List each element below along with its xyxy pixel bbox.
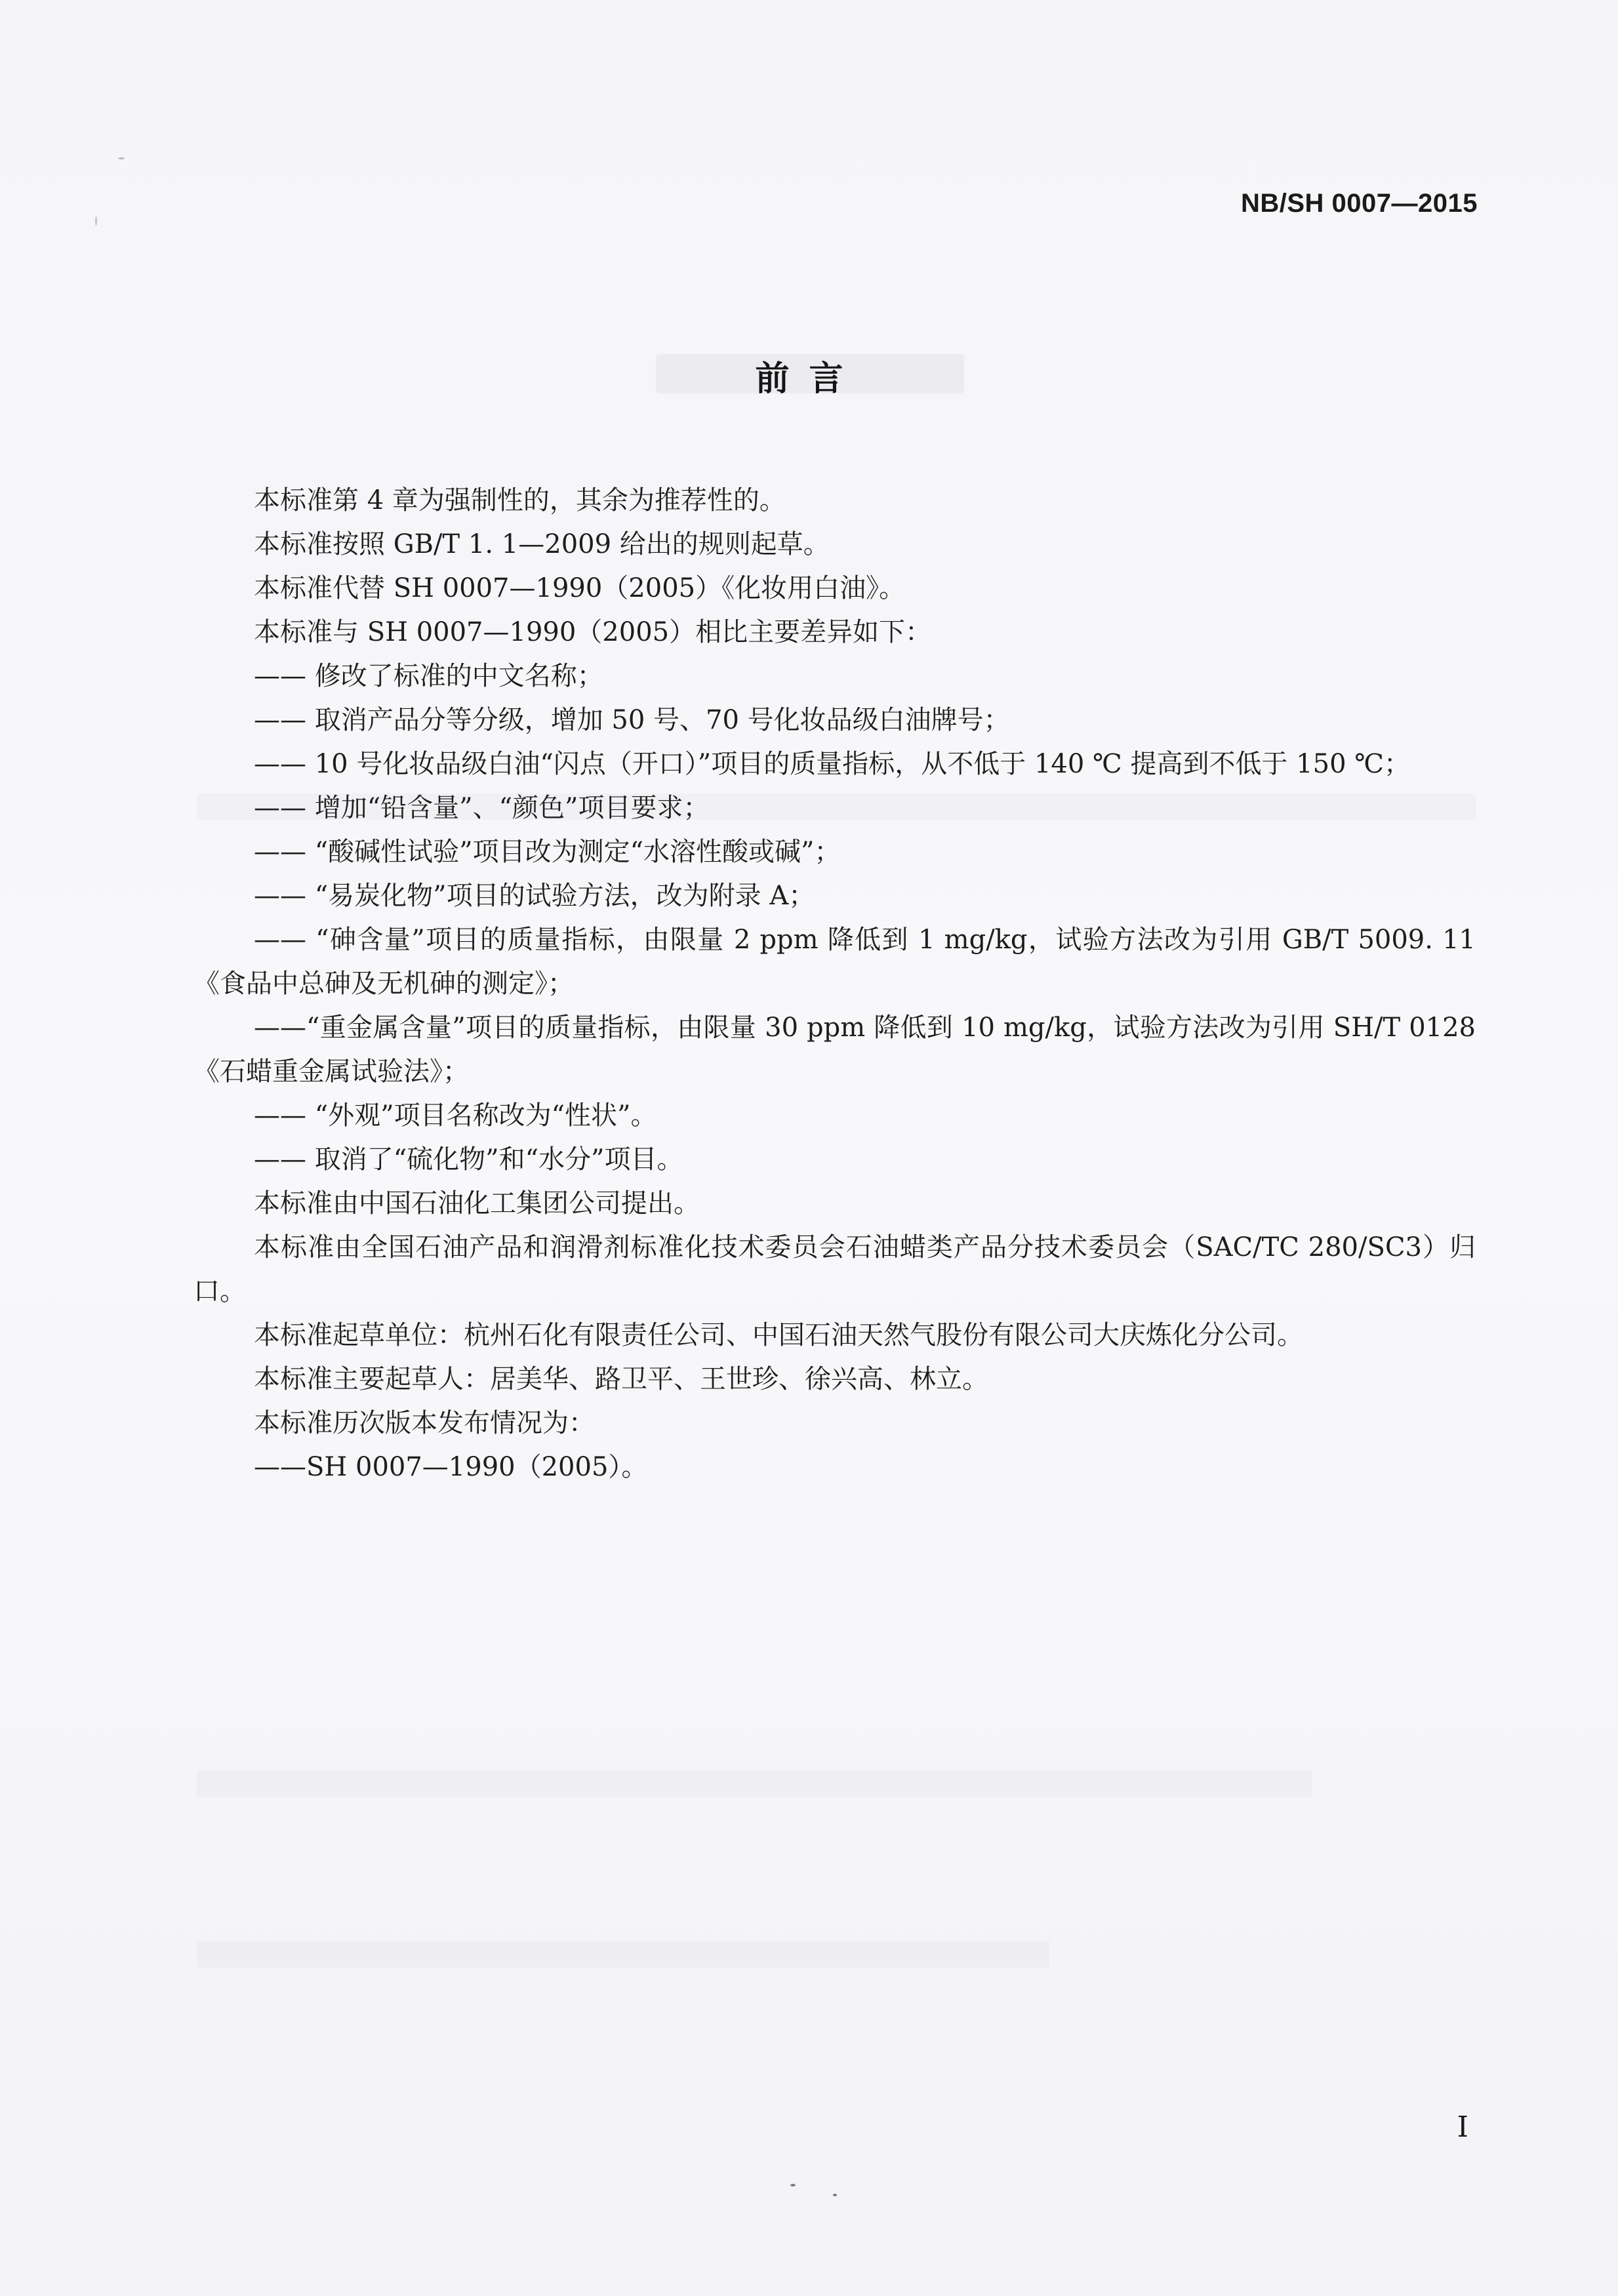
list-item: —— 增加“铅含量”、“颜色”项目要求； [254, 793, 710, 823]
paragraph: 本标准起草单位：杭州石化有限责任公司、中国石油天然气股份有限公司大庆炼化分公司。 [254, 1320, 1303, 1350]
foreword-body [193, 479, 1476, 1489]
bleed-through-shadow [197, 1941, 1049, 1967]
list-item: —— 取消了“硫化物”和“水分”项目。 [254, 1144, 683, 1175]
list-item: —— “砷含量”项目的质量指标，由限量 2 ppm 降低到 1 mg/kg，试验方法改为引用 GB/T 5009. 11《食品中总砷及无机砷的测定》； [193, 925, 1476, 999]
page-number: I [1457, 2110, 1468, 2144]
list-item: —— “外观”项目名称改为“性状”。 [254, 1100, 657, 1131]
list-item: —— 取消产品分等分级，增加 50 号、70 号化妆品级白油牌号； [254, 705, 1010, 735]
list-item: —— “酸碱性试验”项目改为测定“水溶性酸或碱”； [254, 837, 841, 867]
paragraph: 本标准第 4 章为强制性的，其余为推荐性的。 [254, 485, 786, 515]
paragraph: 本标准代替 SH 0007—1990（2005）《化妆用白油》。 [254, 573, 906, 603]
paragraph: 本标准按照 GB/T 1. 1—2009 给出的规则起草。 [254, 529, 830, 559]
paragraph: 本标准历次版本发布情况为： [254, 1408, 595, 1438]
list-item: —— 修改了标准的中文名称； [254, 661, 603, 691]
page-title: 前言 [755, 359, 863, 399]
list-item: —— “易炭化物”项目的试验方法，改为附录 A； [254, 881, 815, 911]
scan-speck [95, 216, 97, 226]
paragraph: 本标准由全国石油产品和润滑剂标准化技术委员会石油蜡类产品分技术委员会（SAC/TC 280/SC3）归口。 [193, 1232, 1476, 1306]
paragraph: 本标准主要起草人：居美华、路卫平、王世珍、徐兴高、林立。 [254, 1364, 988, 1394]
bleed-through-shadow [197, 1771, 1312, 1797]
list-item: ——“重金属含量”项目的质量指标，由限量 30 ppm 降低到 10 mg/kg，试验方法改为引用 SH/T 0128《石蜡重金属试验法》； [193, 1013, 1476, 1087]
scan-speck [833, 2194, 837, 2196]
scan-speck [790, 2184, 796, 2186]
scan-speck [118, 157, 125, 159]
paragraph: 本标准由中国石油化工集团公司提出。 [254, 1188, 700, 1218]
list-item: ——SH 0007—1990（2005）。 [254, 1452, 648, 1482]
paragraph: 本标准与 SH 0007—1990（2005）相比主要差异如下： [254, 617, 932, 647]
standard-code: NB/SH 0007—2015 [1240, 189, 1478, 218]
list-item: —— 10 号化妆品级白油“闪点（开口）”项目的质量指标，从不低于 140 ℃ 提高到不低于 150 ℃； [254, 749, 1410, 779]
